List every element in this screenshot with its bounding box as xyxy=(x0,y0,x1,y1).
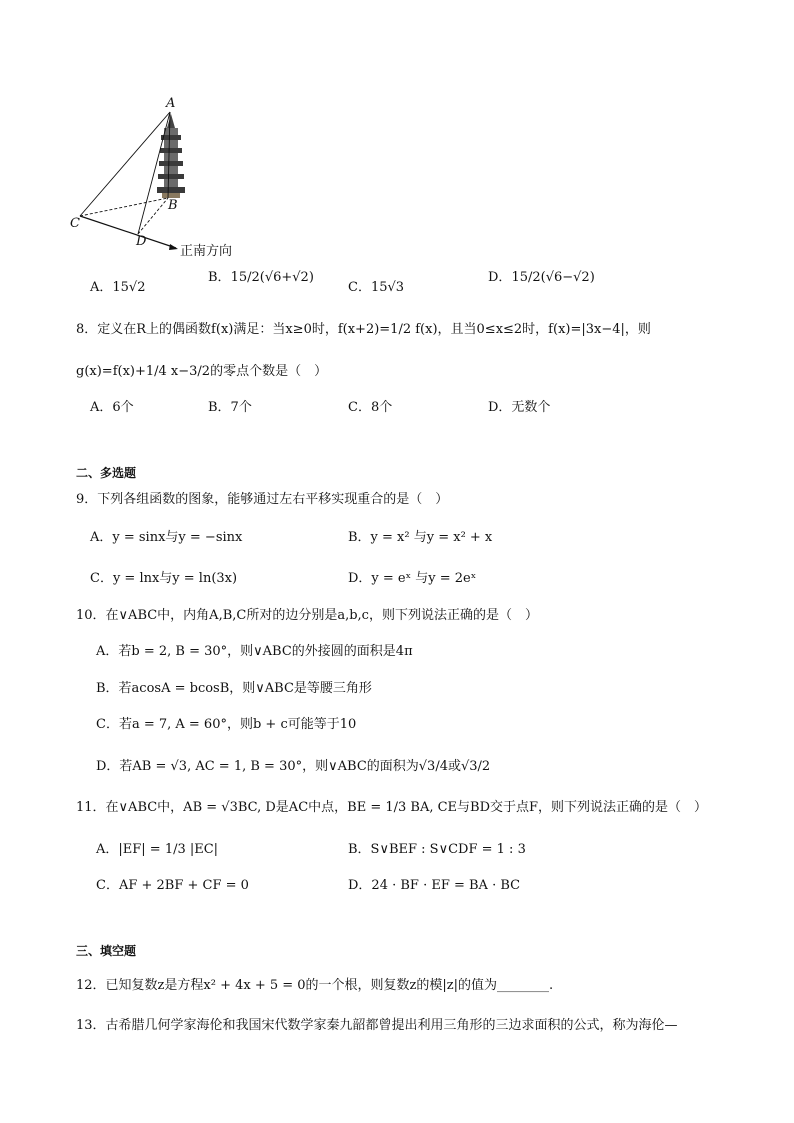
q8-stem-line1: 8．定义在R上的偶函数f(x)满足：当x≥0时，f(x+2)=1/2 f(x)，且当0≤x≤2时，f(x)=|3x−4|，则 xyxy=(76,322,651,337)
q7-d-value: 15/2(√6−√2) xyxy=(511,270,595,285)
q9-option-b: B．y = x² 与y = x² + x xyxy=(348,530,493,545)
label-c: C xyxy=(70,216,80,231)
q9-option-a: A．y = sinx与y = −sinx xyxy=(90,530,243,545)
label-b: B xyxy=(168,198,178,213)
q8-option-d: D．无数个 xyxy=(488,400,551,415)
section-multi-choice: 二、多选题 xyxy=(76,466,137,480)
q7-option-b: B．15/2(√6+√2) xyxy=(208,270,314,285)
q12-stem: 12．已知复数z是方程x² + 4x + 5 = 0的一个根，则复数z的模|z|的值为________. xyxy=(76,978,554,993)
q9-option-d: D．y = eˣ 与y = 2eˣ xyxy=(348,571,477,586)
q11-option-d: D．24 · BF · EF = BA · BC xyxy=(348,878,521,893)
direction-label: 正南方向 xyxy=(180,244,233,259)
q8-option-b: B．7个 xyxy=(208,400,252,415)
q11-option-c: C．AF + 2BF + CF = 0 xyxy=(96,878,249,893)
q10-option-d: D．若AB = √3, AC = 1, B = 30°，则∨ABC的面积为√3/4或√3/2 xyxy=(96,759,491,774)
q8-option-c: C．8个 xyxy=(348,400,393,415)
q11-option-b: B．S∨BEF : S∨CDF = 1 : 3 xyxy=(348,842,526,857)
q11-option-a: A．|EF| = 1/3 |EC| xyxy=(96,842,219,857)
q10-option-a: A．若b = 2, B = 30°，则∨ABC的外接圆的面积是4π xyxy=(96,644,413,659)
label-a: A xyxy=(166,96,176,111)
q8-option-a: A．6个 xyxy=(90,400,134,415)
q8-stem-line2: g(x)=f(x)+1/4 x−3/2的零点个数是（ ） xyxy=(76,364,328,379)
triangle-diagram xyxy=(66,100,266,260)
pagoda-figure xyxy=(66,96,266,260)
label-d: D xyxy=(136,234,147,249)
pagoda-icon xyxy=(157,114,185,198)
q7-option-c: C．15√3 xyxy=(348,280,405,295)
q7-a-value: 15√2 xyxy=(112,280,146,295)
q7-c-value: 15√3 xyxy=(370,280,405,295)
q10-stem: 10．在∨ABC中，内角A,B,C所对的边分别是a,b,c，则下列说法正确的是（ ） xyxy=(76,608,538,623)
q10-option-c: C．若a = 7, A = 60°，则b + c可能等于10 xyxy=(96,717,357,732)
section-fill-blank: 三、填空题 xyxy=(76,944,137,958)
q9-option-c: C．y = lnx与y = ln(3x) xyxy=(90,571,238,586)
q7-option-d: D．15/2(√6−√2) xyxy=(488,270,595,285)
q7-b-value: 15/2(√6+√2) xyxy=(230,270,314,285)
q7-option-a: A．15√2 xyxy=(90,280,146,295)
q10-option-b: B．若acosA = bcosB，则∨ABC是等腰三角形 xyxy=(96,681,372,696)
q13-stem: 13．古希腊几何学家海伦和我国宋代数学家秦九韶都曾提出利用三角形的三边求面积的公式，称为海伦— xyxy=(76,1018,678,1033)
q11-stem: 11．在∨ABC中，AB = √3BC, D是AC中点，BE = 1/3 BA, CE与BD交于点F，则下列说法正确的是（ ） xyxy=(76,800,708,815)
q9-stem: 9．下列各组函数的图象，能够通过左右平移实现重合的是（ ） xyxy=(76,492,449,507)
